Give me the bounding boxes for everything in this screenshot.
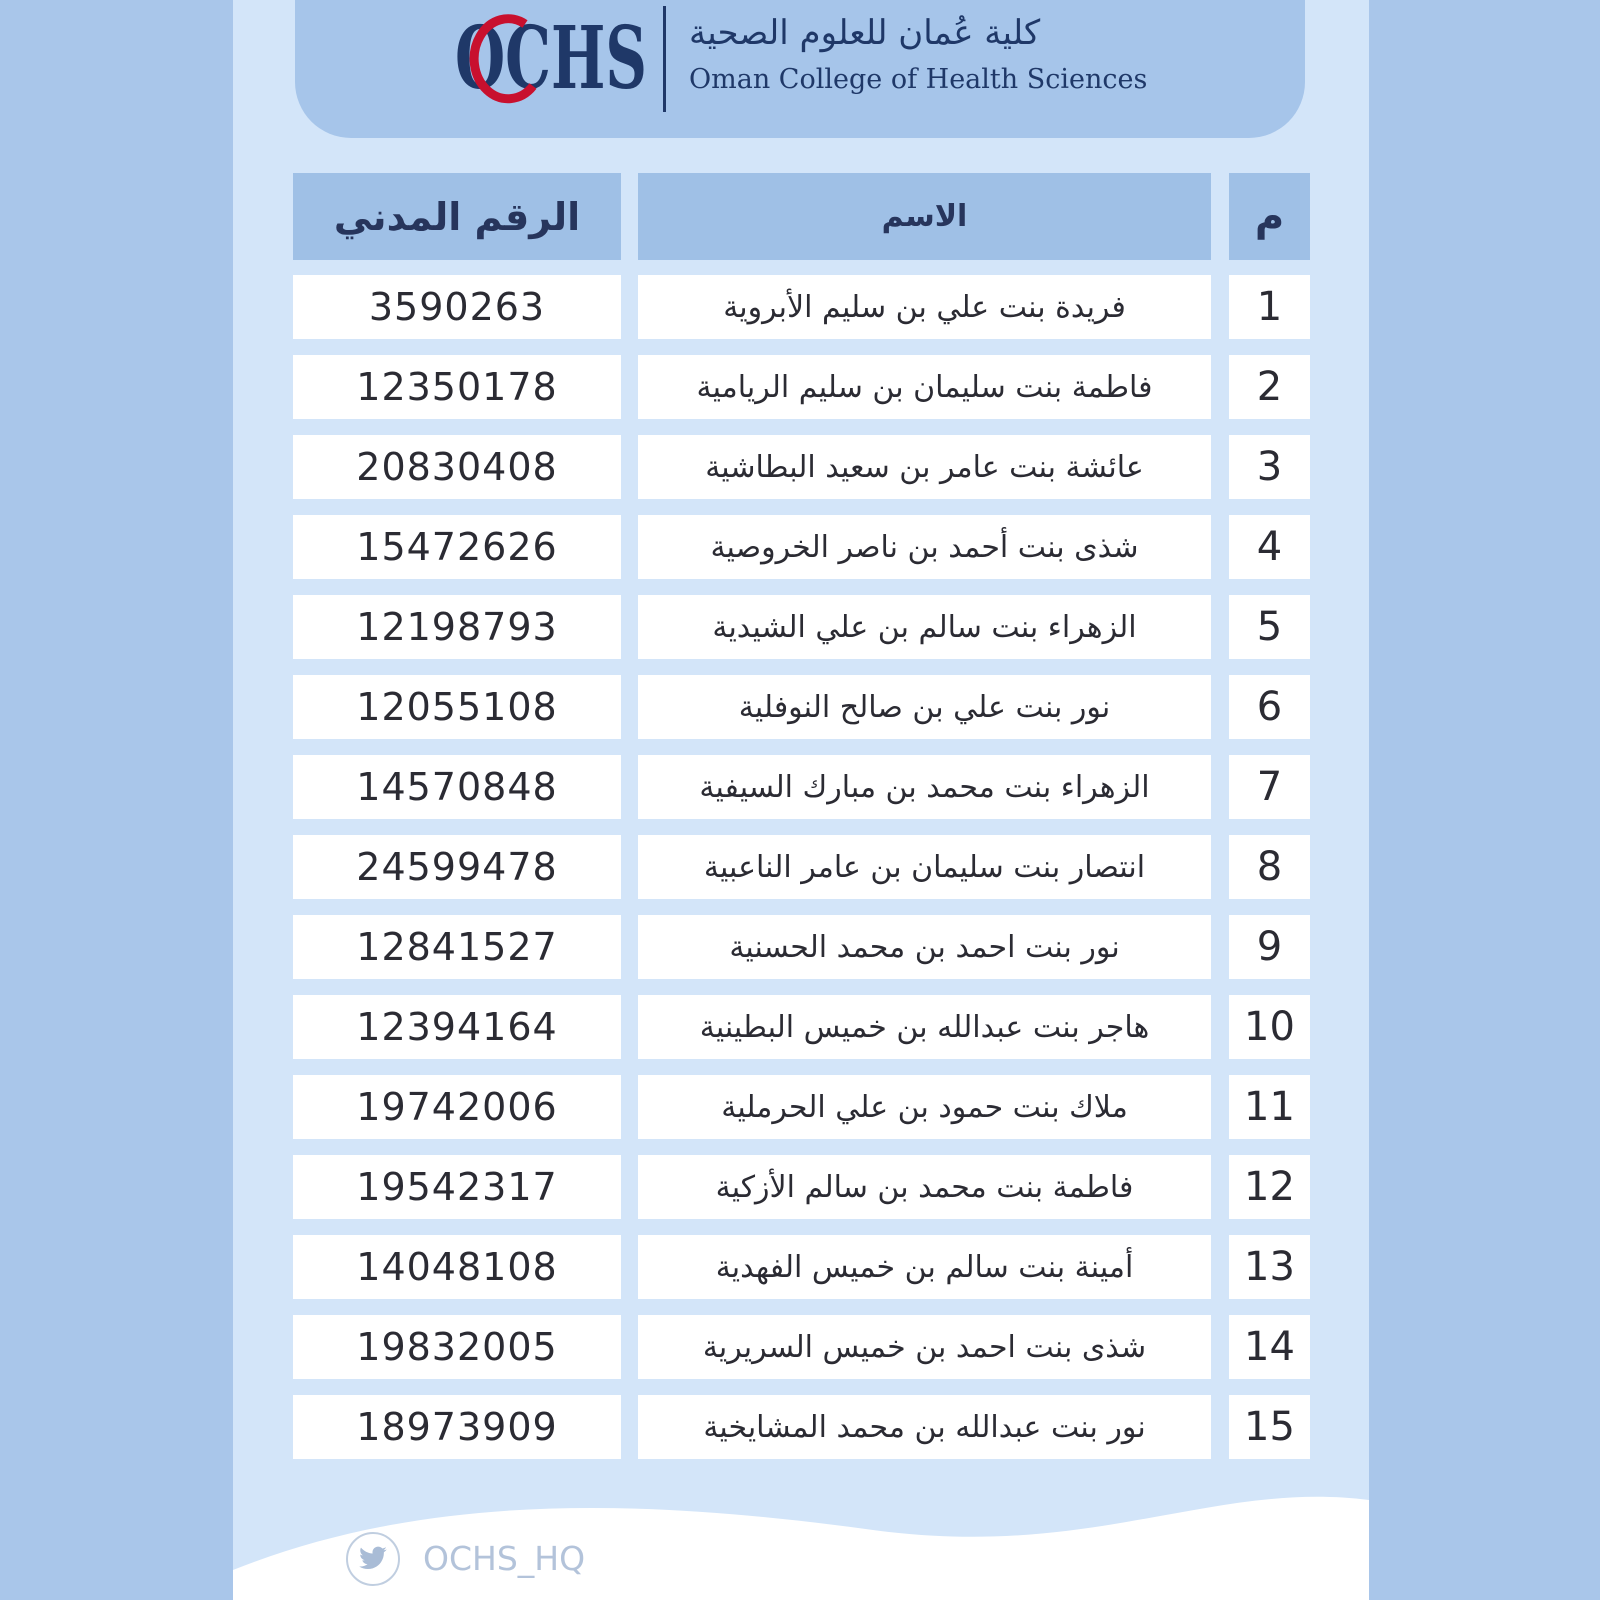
twitter-handle[interactable]: OCHS_HQ <box>423 1539 586 1578</box>
civil-id: 14570848 <box>293 755 621 819</box>
student-name: شذى بنت احمد بن خميس السريرية <box>638 1315 1211 1379</box>
civil-id: 12350178 <box>293 355 621 419</box>
student-name: نور بنت احمد بن محمد الحسنية <box>638 915 1211 979</box>
civil-id: 12198793 <box>293 595 621 659</box>
row-number: 4 <box>1229 515 1310 579</box>
civil-id: 24599478 <box>293 835 621 899</box>
civil-id: 18973909 <box>293 1395 621 1459</box>
row-number: 11 <box>1229 1075 1310 1139</box>
civil-id: 12394164 <box>293 995 621 1059</box>
row-number: 10 <box>1229 995 1310 1059</box>
decorative-wave <box>233 1470 1369 1600</box>
civil-id: 12055108 <box>293 675 621 739</box>
civil-id: 19742006 <box>293 1075 621 1139</box>
student-name: نور بنت عبدالله بن محمد المشايخية <box>638 1395 1211 1459</box>
student-name: الزهراء بنت محمد بن مبارك السيفية <box>638 755 1211 819</box>
row-number: 2 <box>1229 355 1310 419</box>
row-number: 12 <box>1229 1155 1310 1219</box>
civil-id: 3590263 <box>293 275 621 339</box>
student-name: الزهراء بنت سالم بن علي الشيدية <box>638 595 1211 659</box>
logo-divider <box>663 6 666 112</box>
row-number: 9 <box>1229 915 1310 979</box>
header-banner <box>295 0 1305 138</box>
student-name: فريدة بنت علي بن سليم الأبروية <box>638 275 1211 339</box>
svg-text:OCHS: OCHS <box>455 8 647 109</box>
civil-id: 15472626 <box>293 515 621 579</box>
student-name: شذى بنت أحمد بن ناصر الخروصية <box>638 515 1211 579</box>
ochs-logo-icon <box>455 0 655 109</box>
row-number: 8 <box>1229 835 1310 899</box>
student-name: انتصار بنت سليمان بن عامر الناعبية <box>638 835 1211 899</box>
row-number: 1 <box>1229 275 1310 339</box>
row-number: 7 <box>1229 755 1310 819</box>
row-number: 3 <box>1229 435 1310 499</box>
header-civil-id: الرقم المدني <box>293 173 621 260</box>
student-name: ملاك بنت حمود بن علي الحرملية <box>638 1075 1211 1139</box>
student-name: فاطمة بنت سليمان بن سليم الريامية <box>638 355 1211 419</box>
student-name: نور بنت علي بن صالح النوفلية <box>638 675 1211 739</box>
row-number: 6 <box>1229 675 1310 739</box>
row-number: 5 <box>1229 595 1310 659</box>
student-name: أمينة بنت سالم بن خميس الفهدية <box>638 1235 1211 1299</box>
header-name: الاسم <box>638 173 1211 260</box>
college-name-arabic: كلية عُمان للعلوم الصحية <box>689 13 1041 53</box>
twitter-bird-icon[interactable] <box>346 1532 400 1586</box>
civil-id: 12841527 <box>293 915 621 979</box>
college-name-english: Oman College of Health Sciences <box>689 64 1148 95</box>
student-name: هاجر بنت عبدالله بن خميس البطينية <box>638 995 1211 1059</box>
row-number: 15 <box>1229 1395 1310 1459</box>
civil-id: 20830408 <box>293 435 621 499</box>
student-name: فاطمة بنت محمد بن سالم الأزكية <box>638 1155 1211 1219</box>
row-number: 13 <box>1229 1235 1310 1299</box>
poster <box>233 0 1369 1600</box>
student-name: عائشة بنت عامر بن سعيد البطاشية <box>638 435 1211 499</box>
row-number: 14 <box>1229 1315 1310 1379</box>
header-num: م <box>1229 173 1310 260</box>
civil-id: 19832005 <box>293 1315 621 1379</box>
civil-id: 14048108 <box>293 1235 621 1299</box>
civil-id: 19542317 <box>293 1155 621 1219</box>
